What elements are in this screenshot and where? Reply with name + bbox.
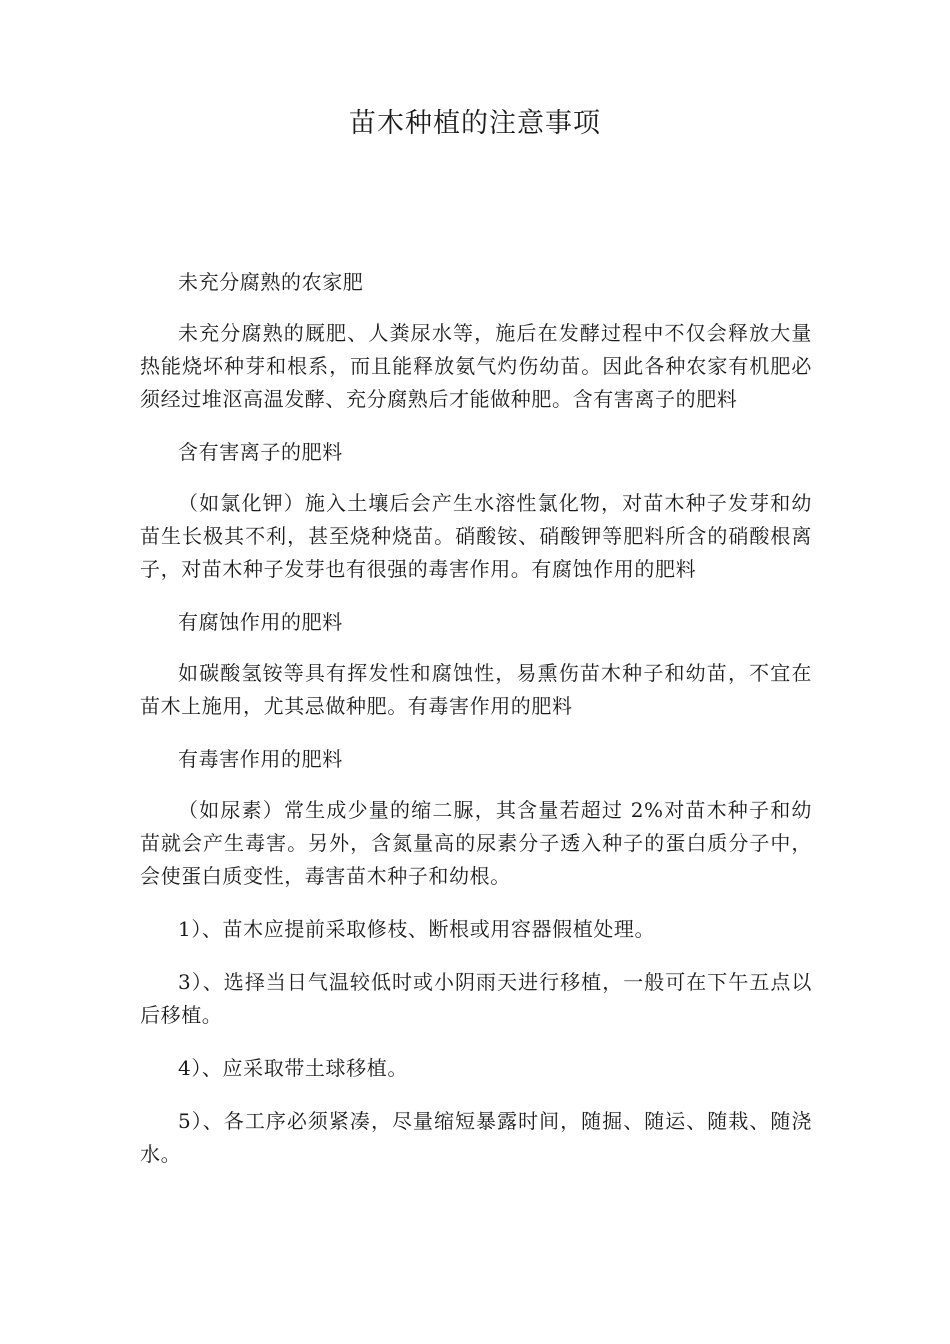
- section-heading-corrosive: 有腐蚀作用的肥料: [178, 610, 343, 634]
- paragraph-toxic: （如尿素）常生成少量的缩二脲，其含量若超过 2%对苗木种子和幼苗就会产生毒害。另外，含氮量高的尿素分子透入种子的蛋白质分子中，会使蛋白质变性，毒害苗木种子和幼根。: [140, 798, 812, 888]
- paragraph-unrotted-manure: 未充分腐熟的厩肥、人粪尿水等，施后在发酵过程中不仅会释放大量热能烧坏种芽和根系，而且能释放氨气灼伤幼苗。因此各种农家有机肥必须经过堆沤高温发酵、充分腐熟后才能做种肥。含有害离子的肥料: [140, 321, 812, 411]
- list-item-4: 4）、应采取带土球移植。: [178, 1056, 408, 1080]
- section-heading-harmful-ions: 含有害离子的肥料: [178, 440, 343, 464]
- list-item-3: 3）、选择当日气温较低时或小阴雨天进行移植，一般可在下午五点以后移植。: [140, 970, 812, 1027]
- document-body: [140, 266, 812, 1191]
- paragraph-corrosive: 如碳酸氢铵等具有挥发性和腐蚀性，易熏伤苗木种子和幼苗，不宜在苗木上施用，尤其忌做种肥。有毒害作用的肥料: [140, 661, 812, 718]
- paragraph-harmful-ions: （如氯化钾）施入土壤后会产生水溶性氯化物，对苗木种子发芽和幼苗生长极其不利，甚至烧种烧苗。硝酸铵、硝酸钾等肥料所含的硝酸根离子，对苗木种子发芽也有很强的毒害作用。有腐蚀作用的肥料: [140, 491, 812, 581]
- section-heading-toxic: 有毒害作用的肥料: [178, 747, 343, 771]
- list-item-1: 1）、苗木应提前采取修枝、断根或用容器假植处理。: [178, 917, 656, 941]
- document-title: 苗木种植的注意事项: [349, 108, 601, 139]
- list-item-5: 5）、各工序必须紧凑，尽量缩短暴露时间，随掘、随运、随栽、随浇水。: [140, 1109, 812, 1166]
- section-heading-unrotted-manure: 未充分腐熟的农家肥: [178, 270, 364, 294]
